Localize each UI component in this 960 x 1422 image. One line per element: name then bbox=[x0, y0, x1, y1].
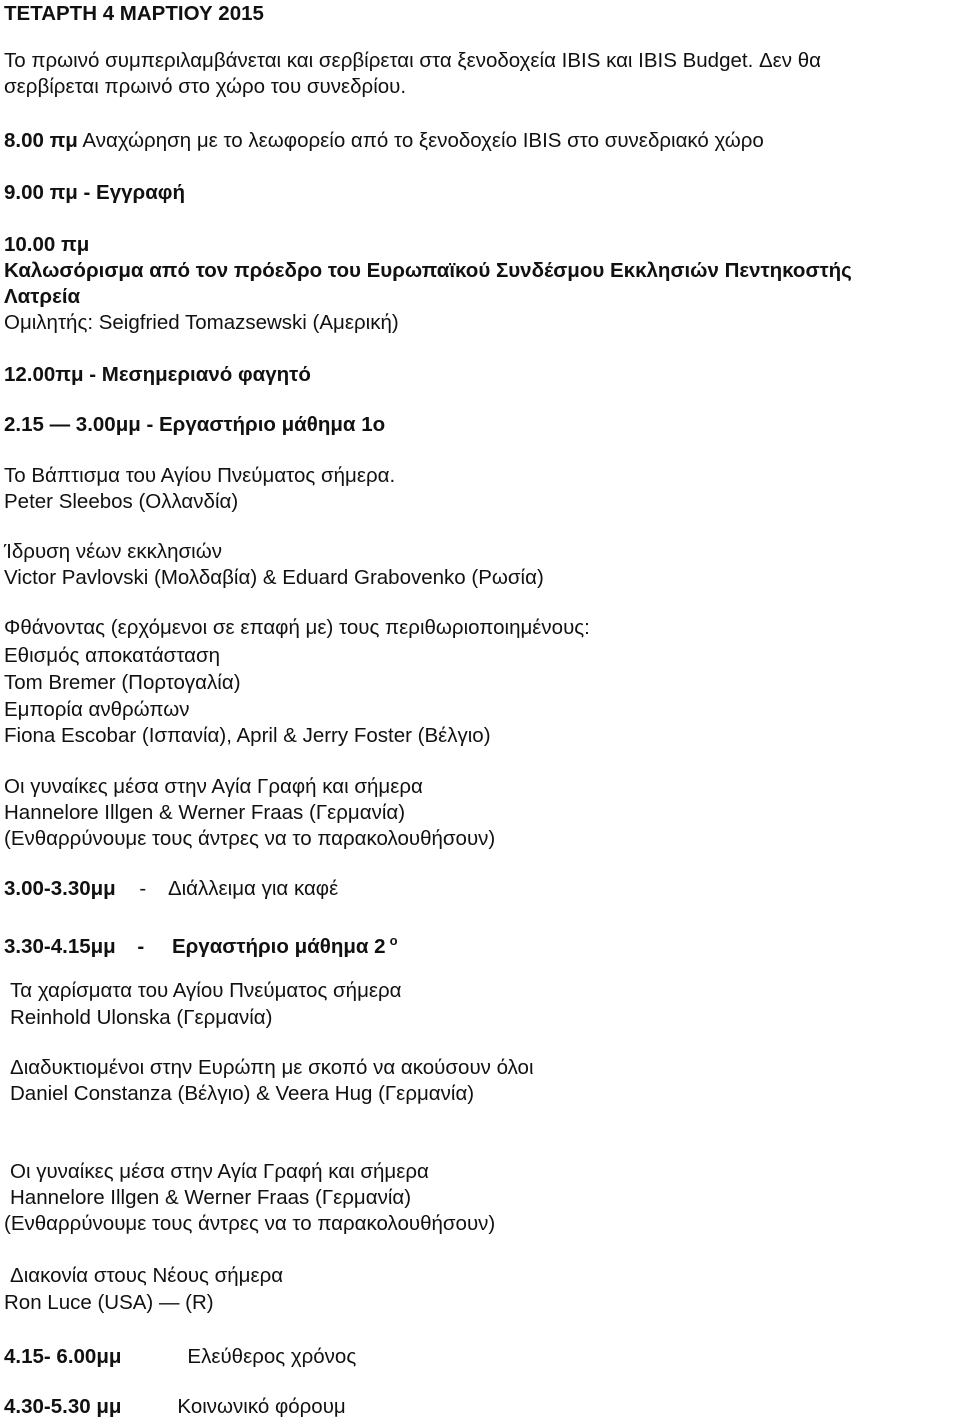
workshop-2-topic-gifts: Τα χαρίσματα του Αγίου Πνεύματος σήμερα bbox=[10, 979, 402, 1002]
workshop-2-heading bbox=[4, 928, 398, 960]
workshop-1-topic-church-planting: Ίδρυση νέων εκκλησιών bbox=[4, 540, 222, 563]
free-time-time: 4.15- 6.00μμ bbox=[4, 1345, 122, 1368]
workshop-2-topic-women: Οι γυναίκες μέσα στην Αγία Γραφή και σήμερα bbox=[10, 1160, 429, 1183]
day-heading: ΤΕΤΑΡΤΗ 4 ΜΑΡΤΙΟΥ 2015 bbox=[4, 2, 264, 25]
coffee-text: Διάλλειμα για καφέ bbox=[167, 877, 339, 900]
forum-text: Κοινωνικό φόρουμ bbox=[177, 1395, 346, 1418]
lunch-line: 12.00πμ - Μεσημεριανό φαγητό bbox=[4, 363, 311, 386]
welcome-time: 10.00 πμ bbox=[4, 233, 90, 256]
free-time-text: Ελεύθερος χρόνος bbox=[187, 1345, 357, 1368]
workshop-2-topic-online: Διαδυκτιομένοι στην Ευρώπη με σκοπό να ακούσουν όλοι bbox=[10, 1056, 534, 1079]
forum-line bbox=[4, 1394, 346, 1420]
departure-line bbox=[4, 128, 764, 154]
workshop-1-speaker-pavlovski: Victor Pavlovski (Μολδαβία) & Eduard Grabovenko (Ρωσία) bbox=[4, 566, 544, 589]
coffee-sep: - bbox=[133, 877, 152, 900]
departure-text: Αναχώρηση με το λεωφορείο από το ξενοδοχείο IBIS στο συνεδριακό χώρο bbox=[77, 129, 764, 152]
welcome-title: Καλωσόρισμα από τον πρόεδρο του Ευρωπαϊκού Συνδέσμου Εκκλησιών Πεντηκοστής bbox=[4, 259, 852, 282]
workshop-2-speaker-ulonska: Reinhold Ulonska (Γερμανία) bbox=[10, 1006, 273, 1029]
workshop-1-topic-trafficking: Εμπορία ανθρώπων bbox=[4, 698, 190, 721]
workshop-2-time: 3.30-4.15μμ bbox=[4, 935, 116, 958]
registration-line: 9.00 πμ - Εγγραφή bbox=[4, 181, 185, 204]
workshop-2-note-men: (Ενθαρρύνουμε τους άντρες να το παρακολουθήσουν) bbox=[4, 1212, 496, 1235]
workshop-1-speaker-escobar: Fiona Escobar (Ισπανία), April & Jerry Foster (Βέλγιο) bbox=[4, 724, 491, 747]
welcome-speaker: Ομιλητής: Seigfried Tomazsewski (Αμερική) bbox=[4, 311, 399, 334]
breakfast-notice-line-2: σερβίρεται πρωινό στο χώρο του συνεδρίου. bbox=[4, 75, 407, 98]
workshop-2-speaker-luce: Ron Luce (USA) — (R) bbox=[4, 1291, 214, 1314]
forum-time: 4.30-5.30 μμ bbox=[4, 1395, 122, 1418]
workshop-1-heading: 2.15 — 3.00μμ - Εργαστήριο μάθημα 1ο bbox=[4, 413, 386, 436]
breakfast-notice-line-1: Το πρωινό συμπεριλαμβάνεται και σερβίρεται στα ξενοδοχεία IBIS και IBIS Budget. Δεν θα bbox=[4, 49, 822, 72]
free-time-line bbox=[4, 1344, 356, 1370]
workshop-1-speaker-illgen: Hannelore Illgen & Werner Fraas (Γερμανία) bbox=[4, 801, 406, 824]
worship-line: Λατρεία bbox=[4, 285, 81, 308]
workshop-1-topic-women: Οι γυναίκες μέσα στην Αγία Γραφή και σήμερα bbox=[4, 775, 423, 798]
workshop-2-title: Εργαστήριο μάθημα 2 bbox=[171, 935, 386, 958]
workshop-2-title-sup: ο bbox=[389, 933, 398, 948]
departure-time: 8.00 πμ bbox=[4, 129, 78, 152]
coffee-time: 3.00-3.30μμ bbox=[4, 877, 116, 900]
workshop-2-sep: - bbox=[131, 935, 150, 958]
workshop-2-speaker-constanza: Daniel Constanza (Βέλγιο) & Veera Hug (Γερμανία) bbox=[10, 1082, 475, 1105]
workshop-1-topic-addiction: Εθισμός αποκατάσταση bbox=[4, 644, 221, 667]
workshop-1-speaker-sleebos: Peter Sleebos (Ολλανδία) bbox=[4, 490, 239, 513]
workshop-2-speaker-illgen: Hannelore Illgen & Werner Fraas (Γερμανία) bbox=[10, 1186, 412, 1209]
coffee-break-line bbox=[4, 876, 338, 902]
workshop-2-topic-youth: Διακονία στους Νέους σήμερα bbox=[10, 1264, 284, 1287]
workshop-1-topic-marginalized: Φθάνοντας (ερχόμενοι σε επαφή με) τους περιθωριοποιημένους: bbox=[4, 616, 590, 639]
workshop-1-topic-baptism: Το Βάπτισμα του Αγίου Πνεύματος σήμερα. bbox=[4, 464, 396, 487]
workshop-1-speaker-bremer: Tom Bremer (Πορτογαλία) bbox=[4, 671, 241, 694]
workshop-1-note-men: (Ενθαρρύνουμε τους άντρες να το παρακολουθήσουν) bbox=[4, 827, 496, 850]
